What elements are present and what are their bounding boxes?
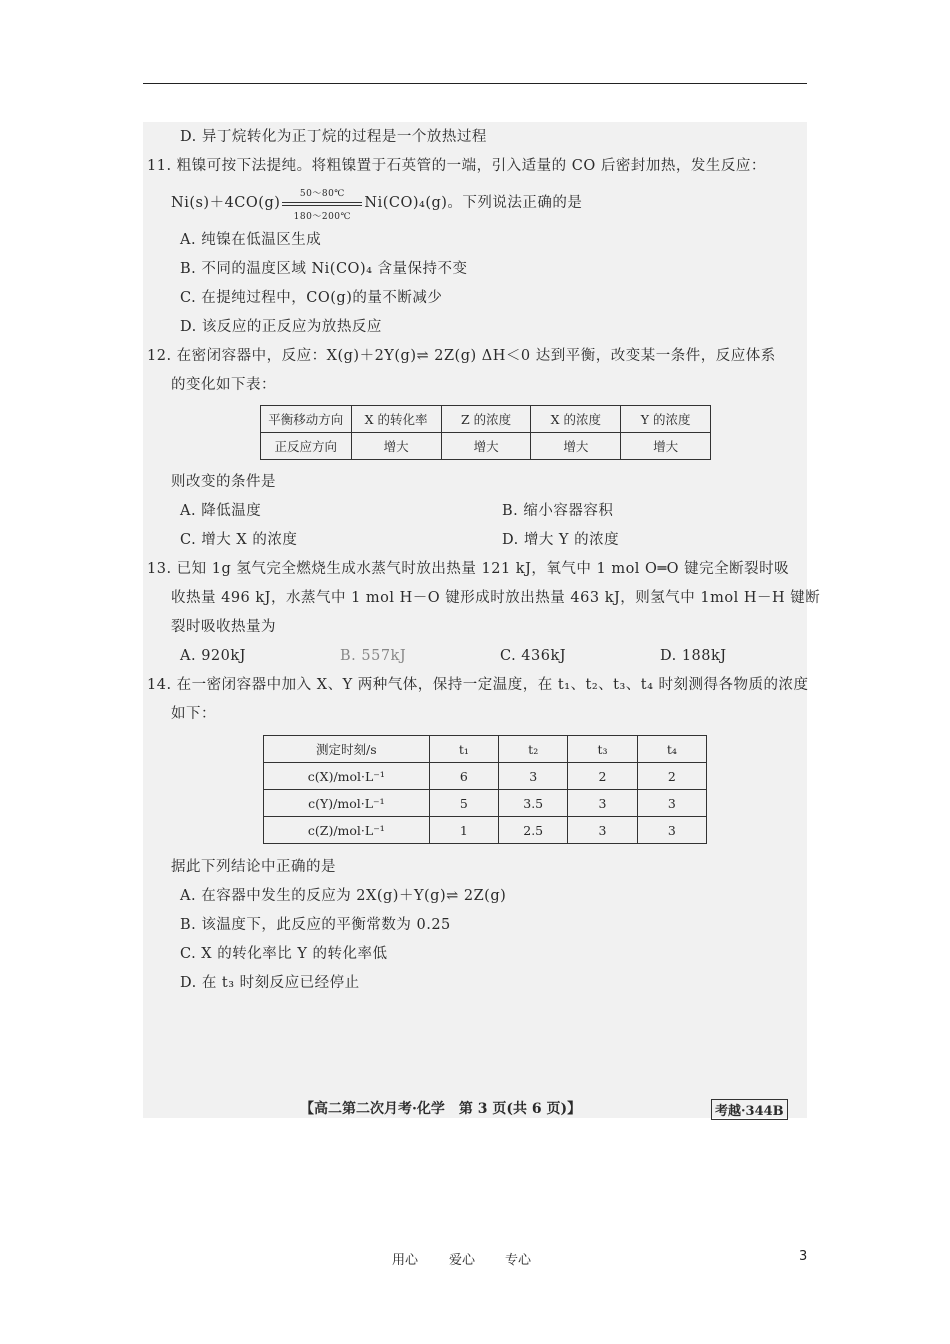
q12-stem: 12. 在密闭容器中，反应：X(g)＋2Y(g)⇌ 2Z(g) ΔH＜0 达到平衡，改变某一条件，反应体系 bbox=[147, 348, 776, 364]
q11-option-a: A. 纯镍在低温区生成 bbox=[180, 232, 322, 248]
table-header: X 的转化率 bbox=[351, 406, 441, 433]
table-cell: 3 bbox=[637, 790, 706, 817]
q10-option-d: D. 异丁烷转化为正丁烷的过程是一个放热过程 bbox=[180, 129, 487, 145]
table-header: Y 的浓度 bbox=[621, 406, 711, 433]
table-row bbox=[261, 406, 711, 433]
q14-option-b: B. 该温度下，此反应的平衡常数为 0.25 bbox=[180, 917, 451, 933]
q11-stem: 11. 粗镍可按下法提纯。将粗镍置于石英管的一端，引入适量的 CO 后密封加热，发生反应： bbox=[147, 158, 766, 174]
exam-footer: 【高二第二次月考·化学 第 3 页(共 6 页)】 bbox=[300, 1101, 582, 1117]
table-row bbox=[264, 736, 707, 763]
q14-question: 据此下列结论中正确的是 bbox=[171, 859, 336, 875]
q14-option-a: A. 在容器中发生的反应为 2X(g)＋Y(g)⇌ 2Z(g) bbox=[180, 888, 507, 904]
table-cell: c(Y)/mol·L⁻¹ bbox=[264, 790, 430, 817]
q14-stem-2: 如下： bbox=[171, 706, 216, 722]
q13-stem: 13. 已知 1g 氢气完全燃烧生成水蒸气时放出热量 121 kJ，氧气中 1 mol O═O 键完全断裂时吸 bbox=[147, 561, 790, 577]
q14-option-c: C. X 的转化率比 Y 的转化率低 bbox=[180, 946, 388, 962]
footer-motto-1: 用心 bbox=[392, 1253, 419, 1268]
q13-stem-2: 收热量 496 kJ，水蒸气中 1 mol H－O 键形成时放出热量 463 kJ，则氢气中 1mol H－H 键断 bbox=[171, 590, 821, 606]
table-cell: 2 bbox=[637, 763, 706, 790]
table-cell: 3 bbox=[499, 763, 568, 790]
table-header: Z 的浓度 bbox=[441, 406, 531, 433]
table-cell: 3 bbox=[637, 817, 706, 844]
table-cell: 正反应方向 bbox=[261, 433, 352, 460]
table-cell: 增大 bbox=[351, 433, 441, 460]
q11-eq-top: 50～80℃ bbox=[299, 189, 345, 199]
table-cell: c(X)/mol·L⁻¹ bbox=[264, 763, 430, 790]
table-row bbox=[264, 790, 707, 817]
table-cell: 2.5 bbox=[499, 817, 568, 844]
q11-eq-right: Ni(CO)₄(g)。下列说法正确的是 bbox=[364, 195, 583, 211]
table-cell: c(Z)/mol·L⁻¹ bbox=[264, 817, 430, 844]
table-row bbox=[264, 817, 707, 844]
q13-option-c: C. 436kJ bbox=[500, 648, 567, 664]
q13-option-d: D. 188kJ bbox=[660, 648, 727, 664]
q13-stem-3: 裂时吸收热量为 bbox=[171, 619, 276, 635]
q13-option-b: B. 557kJ bbox=[340, 648, 407, 664]
table-header: t₁ bbox=[429, 736, 498, 763]
table-cell: 增大 bbox=[621, 433, 711, 460]
q12-table bbox=[260, 405, 711, 460]
q12-option-c: C. 增大 X 的浓度 bbox=[180, 532, 298, 548]
table-header: 测定时刻/s bbox=[264, 736, 430, 763]
table-row bbox=[261, 433, 711, 460]
table-header: t₂ bbox=[499, 736, 568, 763]
q11-option-d: D. 该反应的正反应为放热反应 bbox=[180, 319, 382, 335]
table-cell: 增大 bbox=[531, 433, 621, 460]
q12-option-a: A. 降低温度 bbox=[180, 503, 262, 519]
q14-stem: 14. 在一密闭容器中加入 X、Y 两种气体，保持一定温度，在 t₁、t₂、t₃、t₄ 时刻测得各物质的浓度 bbox=[147, 677, 809, 693]
exam-code: 考越·344B bbox=[711, 1099, 788, 1120]
table-cell: 3.5 bbox=[499, 790, 568, 817]
q11-eq-bottom: 180～200℃ bbox=[293, 212, 352, 222]
q11-option-b: B. 不同的温度区域 Ni(CO)₄ 含量保持不变 bbox=[180, 261, 468, 277]
q12-stem-2: 的变化如下表： bbox=[171, 377, 276, 393]
q11-eq-left: Ni(s)＋4CO(g) bbox=[171, 195, 281, 211]
q12-option-b: B. 缩小容器容积 bbox=[502, 503, 614, 519]
q14-table bbox=[263, 735, 707, 844]
header-rule bbox=[143, 83, 807, 84]
footer-motto-2: 爱心 bbox=[449, 1253, 476, 1268]
q12-question: 则改变的条件是 bbox=[171, 474, 276, 490]
table-cell: 3 bbox=[568, 817, 637, 844]
table-cell: 增大 bbox=[441, 433, 531, 460]
table-row bbox=[264, 763, 707, 790]
table-header: X 的浓度 bbox=[531, 406, 621, 433]
table-header: t₄ bbox=[637, 736, 706, 763]
table-cell: 3 bbox=[568, 790, 637, 817]
table-cell: 1 bbox=[429, 817, 498, 844]
footer-motto-3: 专心 bbox=[505, 1253, 532, 1268]
table-cell: 2 bbox=[568, 763, 637, 790]
q11-option-c: C. 在提纯过程中，CO(g)的量不断减少 bbox=[180, 290, 443, 306]
q14-option-d: D. 在 t₃ 时刻反应已经停止 bbox=[180, 975, 360, 991]
q12-option-d: D. 增大 Y 的浓度 bbox=[502, 532, 620, 548]
table-cell: 5 bbox=[429, 790, 498, 817]
q13-option-a: A. 920kJ bbox=[180, 648, 246, 664]
table-header: 平衡移动方向 bbox=[261, 406, 352, 433]
table-cell: 6 bbox=[429, 763, 498, 790]
table-header: t₃ bbox=[568, 736, 637, 763]
page-number: 3 bbox=[799, 1249, 808, 1264]
